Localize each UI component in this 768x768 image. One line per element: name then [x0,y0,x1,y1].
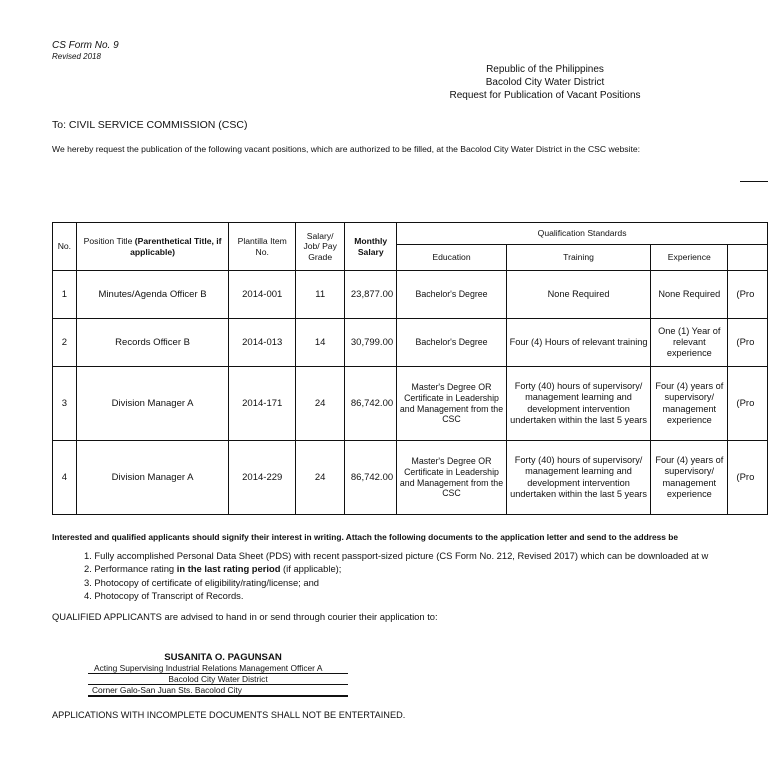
education-requirement: Bachelor's Degree [397,271,507,319]
requirement-item: 4. Photocopy of Transcript of Records. [84,590,244,601]
training-requirement: None Required [506,271,650,319]
table-header-row [53,223,768,245]
requirement-item: 1. Fully accomplished Personal Data Sheet (PDS) with recent passport-sized picture (CS Form No. 212, Revised 2017) which can be downloaded at w [84,550,709,561]
monthly-salary: 23,877.00 [345,271,397,319]
header-title: Request for Publication of Vacant Positions [449,90,641,101]
position-title: Minutes/Agenda Officer B [76,271,229,319]
other-requirement: (Pro [728,319,768,367]
header-position-plain: Position Title [83,236,135,247]
header-no: No. [53,223,77,271]
form-revision: Revised 2018 [52,52,101,61]
header-salary-grade: Salary/ Job/ Pay Grade [296,223,345,271]
row-number: 2 [53,319,77,367]
training-requirement: Forty (40) hours of supervisory/ management learning and development intervention undertaken within the last 5 years [506,367,650,441]
salary-grade: 24 [296,367,345,441]
table-row [53,441,768,515]
training-requirement: Forty (40) hours of supervisory/ management learning and development intervention undertaken within the last 5 years [506,441,650,515]
experience-requirement: None Required [651,271,728,319]
requirement-item [84,563,341,574]
header-plantilla: Plantilla Item No. [229,223,296,271]
salary-grade: 14 [296,319,345,367]
experience-requirement: One (1) Year of relevant experience [651,319,728,367]
education-requirement: Master's Degree OR Certificate in Leadership and Management from the CSC [397,441,507,515]
row-number: 1 [53,271,77,319]
header-republic: Republic of the Philippines [486,64,604,75]
header-qualification-standards: Qualification Standards [397,223,768,245]
form-number: CS Form No. 9 [52,40,119,51]
plantilla-item: 2014-013 [229,319,296,367]
monthly-salary: 86,742.00 [345,441,397,515]
header-education: Education [397,245,507,271]
header-experience: Experience [651,245,728,271]
requirement-emphasis: in the last rating period [176,563,281,574]
experience-requirement: Four (4) years of supervisory/ management experience [651,441,728,515]
contact-office: Bacolod City Water District [88,674,348,685]
other-requirement: (Pro [728,271,768,319]
plantilla-item: 2014-001 [229,271,296,319]
other-requirement: (Pro [728,441,768,515]
contact-address: Corner Galo-San Juan Sts. Bacolod City [88,685,348,697]
position-title: Division Manager A [76,441,229,515]
contact-address-block [88,652,348,697]
requirement-text: 2. Performance rating [84,563,177,574]
header-position [76,223,229,271]
vacancy-table [52,222,768,515]
header-training: Training [506,245,650,271]
education-requirement: Master's Degree OR Certificate in Leadership and Management from the CSC [397,367,507,441]
monthly-salary: 86,742.00 [345,367,397,441]
header-position-bold: (Parenthetical Title, if applicable) [130,236,222,257]
header-agency: Bacolod City Water District [485,77,605,88]
requirement-item: 3. Photocopy of certificate of eligibility/rating/license; and [84,577,320,588]
table-row [53,271,768,319]
contact-title: Acting Supervising Industrial Relations Management Officer A [88,663,348,674]
salary-grade: 11 [296,271,345,319]
position-title: Records Officer B [76,319,229,367]
table-row [53,367,768,441]
incomplete-documents-warning: APPLICATIONS WITH INCOMPLETE DOCUMENTS SHALL NOT BE ENTERTAINED. [52,710,406,720]
education-requirement: Bachelor's Degree [397,319,507,367]
table-row [53,319,768,367]
training-requirement: Four (4) Hours of relevant training [506,319,650,367]
requirement-text: (if applicable); [280,563,342,574]
salary-grade: 24 [296,441,345,515]
interested-applicants-note: Interested and qualified applicants should signify their interest in writing. Attach the following documents to the application letter and send to the address be [52,532,679,542]
position-title: Division Manager A [76,367,229,441]
row-number: 4 [53,441,77,515]
recipient-line: To: CIVIL SERVICE COMMISSION (CSC) [52,119,248,131]
contact-name: SUSANITA O. PAGUNSAN [164,652,282,663]
intro-text: We hereby request the publication of the following vacant positions, which are authorized to be filled, at the Bacolod City Water District in the CSC website: [52,144,641,154]
qualified-applicants-note: QUALIFIED APPLICANTS are advised to hand in or send through courier their application to: [52,611,438,622]
other-requirement: (Pro [728,367,768,441]
plantilla-item: 2014-229 [229,441,296,515]
experience-requirement: Four (4) years of supervisory/ management experience [651,367,728,441]
divider-line [740,181,768,182]
monthly-salary: 30,799.00 [345,319,397,367]
plantilla-item: 2014-171 [229,367,296,441]
header-other [728,245,768,271]
row-number: 3 [53,367,77,441]
header-monthly-salary: Monthly Salary [345,223,397,271]
